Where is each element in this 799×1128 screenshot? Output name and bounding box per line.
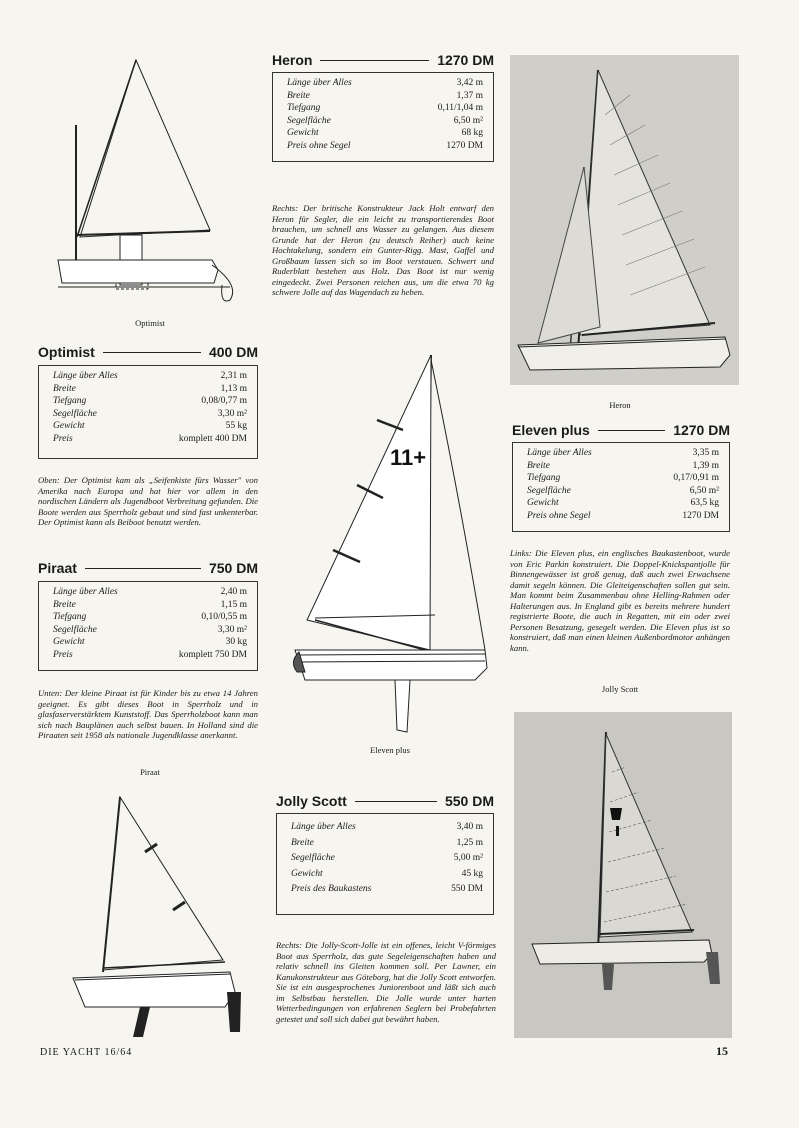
spec-row: Segelfläche 6,50 m² <box>527 485 719 496</box>
spec-row: Preis ohne Segel 1270 DM <box>287 140 483 151</box>
header-rule <box>320 60 429 61</box>
spec-row: Tiefgang 0,10/0,55 m <box>53 612 247 622</box>
jolly-scott-spec-box <box>276 813 494 915</box>
jolly-scott-description: Rechts: Die Jolly-Scott-Jolle ist ein offenes, leicht V-förmiges Boot aus Sperrholz, das gute Segeleigenschaften haben und relativ schnell ins Gleiten kommen soll. Per Lawner, ein Kanukonstrukteur aus Göteborg, hat die Jolly Scott entworfen. Sie ist ein ausgesprochenes Juniorenboot und läßt sich auch im Selbstbau herstellen. Die Jolle wurde unter harten Wetterbedingungen von erfahrenen Seglern bei Probefahrten getestet und soll sich dabei gut bewährt haben. <box>276 940 496 1024</box>
heron-name: Heron <box>272 52 313 68</box>
heron-caption: Heron <box>609 400 631 410</box>
spec-row: Gewicht 63,5 kg <box>527 498 719 508</box>
spec-row: Segelfläche 5,00 m² <box>291 853 483 863</box>
heron-spec-box <box>272 72 494 162</box>
spec-row: Breite 1,15 m <box>53 599 247 610</box>
spec-row: Breite 1,13 m <box>53 383 247 394</box>
heron-photo <box>510 55 739 385</box>
piraat-name: Piraat <box>38 560 77 576</box>
eleven-plus-description: Links: Die Eleven plus, ein englisches Baukastenboot, wurde von Eric Parkin konstruiert. Die Doppel-Knickspantjolle für Binnengewässer ist groß genug, daß auch zwei Erwachsene damit segeln können. Die Gleiteigenschaften sollen gut sein. Man kommt beim Zusammenbau ohne Helling-Rahmen oder Halterungen aus. In England gibt es bereits mehrere hundert registrierte Boote, die auch in Regatten, mit ein oder zwei Personen Besatzung, gesegelt werden. Die Eleven plus ist so konstruiert, daß man einen kleinen Außenbordmotor anhängen kann. <box>510 548 730 653</box>
jolly-scott-header <box>276 793 494 809</box>
page-number: 15 <box>716 1044 728 1058</box>
piraat-header <box>38 560 258 576</box>
spec-row: Preis komplett 400 DM <box>53 433 247 444</box>
magazine-footer: DIE YACHT 16/64 <box>40 1047 133 1058</box>
spec-row: Breite 1,25 m <box>291 837 483 848</box>
spec-row: Gewicht 45 kg <box>291 868 483 879</box>
eleven-plus-name: Eleven plus <box>512 422 590 438</box>
jolly-scott-name: Jolly Scott <box>276 793 347 809</box>
optimist-description: Oben: Der Optimist kam als „Seifenkiste fürs Wasser" von Amerika nach Europa und hat hier vor allem in den nordischen Ländern als Jugendboot Verbreitung gefunden. Die Boote werden aus Sperrholz gebaut und sind fast unkenterbar. Der Optimist kann als Beiboot benutzt werden. <box>38 475 258 527</box>
optimist-name: Optimist <box>38 344 95 360</box>
spec-row: Länge über Alles 3,40 m <box>291 822 483 832</box>
heron-price: 1270 DM <box>437 52 494 68</box>
header-rule <box>355 801 437 802</box>
spec-row: Gewicht 68 kg <box>287 128 483 138</box>
spec-row: Segelfläche 3,30 m² <box>53 408 247 419</box>
spec-row: Länge über Alles 3,42 m <box>287 78 483 88</box>
eleven-plus-spec-box <box>512 442 730 532</box>
optimist-drawing <box>40 55 250 310</box>
eleven-plus-drawing <box>285 350 495 740</box>
optimist-caption: Optimist <box>135 318 165 328</box>
spec-row: Segelfläche 3,30 m² <box>53 624 247 635</box>
piraat-spec-box <box>38 581 258 671</box>
spec-row: Tiefgang 0,08/0,77 m <box>53 396 247 406</box>
optimist-spec-box <box>38 365 258 459</box>
spec-row: Breite 1,39 m <box>527 460 719 471</box>
piraat-caption: Piraat <box>140 767 160 777</box>
piraat-description: Unten: Der kleine Piraat ist für Kinder bis zu etwa 14 Jahren geeignet. Es gibt dieses Boot in Sperrholz und in glasfaserverstärktem Kunststoff. Das Sperrholzboot kann man sich nach Bauplänen auch selbst bauen. In Holland sind die Piraaten seit 1958 als nationale Jugendklasse anerkannt. <box>38 688 258 740</box>
header-rule <box>598 430 665 431</box>
eleven-plus-header <box>512 422 730 438</box>
piraat-drawing <box>45 792 255 1042</box>
heron-description: Rechts: Der britische Konstrukteur Jack Holt entwarf den Heron für Segler, die ein leicht zu transportierendes Boot brauchen, um schnell ans Wasser zu gelangen. Aus diesem Grunde hat der Heron (zu deutsch Reiher) auch keine Hochtakelung, sondern ein Gunter-Rigg. Mast, Gaffel und Großbaum lassen sich so im Boot verstauen. Schwert und Ruderblatt bestehen aus Holz. Das Boot ist nur wenig eingedeckt. Zwei Personen reichen aus, um die etwa 70 kg schwere Jolle auf das Wagendach zu heben. <box>272 203 494 297</box>
spec-row: Preis ohne Segel 1270 DM <box>527 510 719 521</box>
eleven-plus-price: 1270 DM <box>673 422 730 438</box>
spec-row: Gewicht 30 kg <box>53 637 247 647</box>
eleven-sail-mark: 11+ <box>390 445 427 470</box>
spec-row: Tiefgang 0,17/0,91 m <box>527 473 719 483</box>
spec-row: Breite 1,37 m <box>287 90 483 101</box>
jolly-scott-caption: Jolly Scott <box>601 684 639 694</box>
spec-row: Preis des Baukastens 550 DM <box>291 884 483 894</box>
jolly-scott-price: 550 DM <box>444 793 494 809</box>
spec-row: Länge über Alles 3,35 m <box>527 448 719 458</box>
header-rule <box>85 568 201 569</box>
optimist-header <box>38 344 258 360</box>
header-rule <box>103 352 201 353</box>
spec-row: Länge über Alles 2,31 m <box>53 371 247 381</box>
spec-row: Tiefgang 0,11/1,04 m <box>287 103 483 113</box>
spec-row: Segelfläche 6,50 m² <box>287 115 483 126</box>
piraat-price: 750 DM <box>208 560 258 576</box>
optimist-price: 400 DM <box>208 344 258 360</box>
heron-header <box>272 52 494 68</box>
spec-row: Länge über Alles 2,40 m <box>53 587 247 597</box>
jolly-scott-photo <box>514 712 732 1038</box>
spec-row: Gewicht 55 kg <box>53 421 247 431</box>
eleven-plus-caption: Eleven plus <box>370 745 410 755</box>
spec-row: Preis komplett 750 DM <box>53 649 247 660</box>
